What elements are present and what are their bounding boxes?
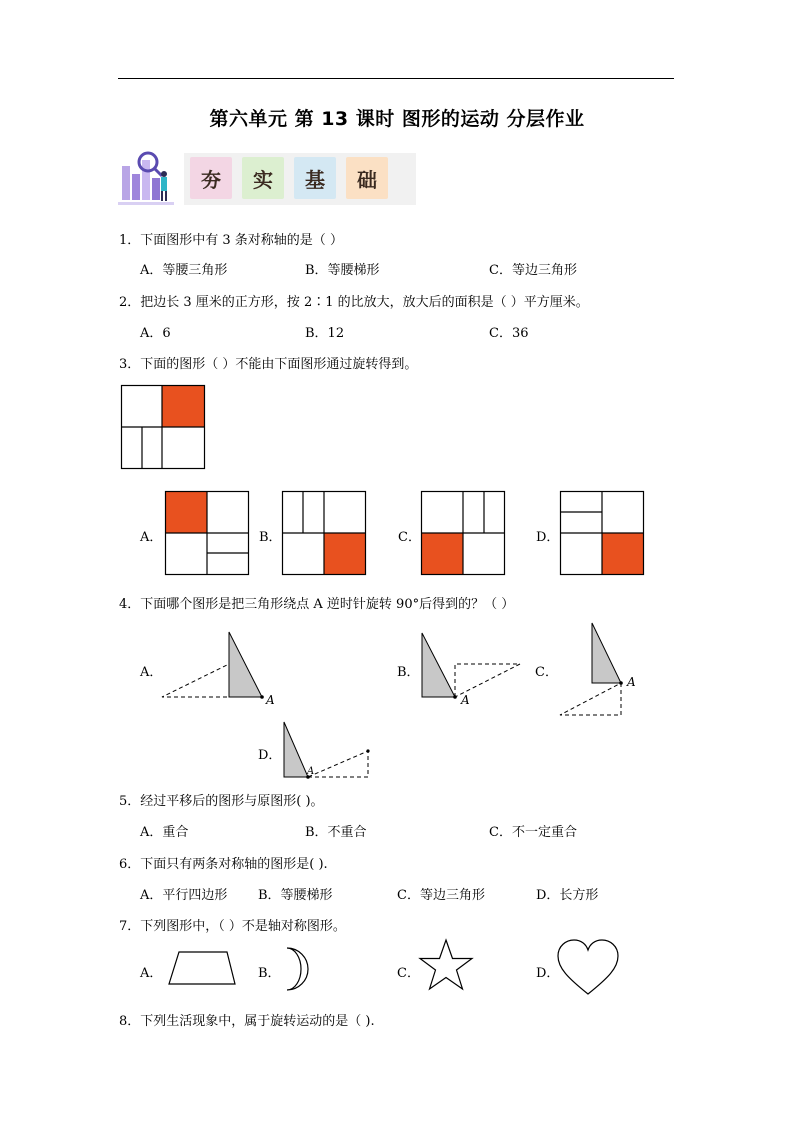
question-6-option-c[interactable]: C．等边三角形 — [397, 888, 485, 903]
question-7-parallelogram-figure[interactable] — [161, 950, 241, 990]
question-7-star-figure[interactable] — [419, 938, 479, 998]
question-3-option-a[interactable]: A． — [140, 530, 163, 545]
banner — [118, 148, 418, 208]
question-4-option-a[interactable]: A． — [140, 665, 163, 680]
question-7-option-a[interactable]: A． — [140, 966, 163, 981]
point-a-label: A — [307, 766, 315, 777]
question-4-option-b[interactable]: B． — [397, 665, 420, 680]
question-4-figure-c[interactable] — [556, 620, 646, 720]
question-6-option-d[interactable]: D．长方形 — [536, 888, 599, 903]
question-5-stem: 5．经过平移后的图形与原图形( )。 — [119, 794, 324, 809]
question-1-option-c[interactable]: C．等边三角形 — [489, 263, 577, 278]
question-6-stem: 6．下面只有两条对称轴的图形是( ). — [119, 857, 328, 872]
question-4-figure-a[interactable] — [160, 630, 280, 710]
question-3-option-d[interactable]: D． — [536, 530, 560, 545]
question-4-figure-d[interactable] — [282, 718, 382, 783]
banner-char-2: 实 — [242, 157, 284, 199]
banner-char-4: 础 — [346, 157, 388, 199]
question-3-option-b[interactable]: B． — [259, 530, 282, 545]
banner-illustration-icon — [118, 148, 178, 208]
question-7-heart-figure[interactable] — [556, 938, 622, 998]
question-1-stem: 1．下面图形中有 3 条对称轴的是（ ） — [119, 233, 343, 248]
question-4-option-c[interactable]: C． — [535, 665, 558, 680]
banner-char-1: 夯 — [190, 157, 232, 199]
question-4-stem: 4．下面哪个图形是把三角形绕点 A 逆时针旋转 90°后得到的？（ ） — [119, 597, 515, 612]
question-3-stem: 3．下面的图形（ ）不能由下面图形通过旋转得到。 — [119, 357, 418, 372]
question-3-figure-a[interactable] — [165, 491, 249, 575]
point-a-label: A — [627, 675, 636, 689]
question-6-option-b[interactable]: B．等腰梯形 — [258, 888, 333, 903]
question-3-figure-c[interactable] — [421, 491, 505, 575]
question-4-option-d[interactable]: D． — [258, 748, 282, 763]
question-7-option-b[interactable]: B． — [258, 966, 281, 981]
question-1-option-a[interactable]: A．等腰三角形 — [140, 263, 228, 278]
question-5-option-a[interactable]: A．重合 — [140, 825, 189, 840]
question-3-figure-d[interactable] — [560, 491, 644, 575]
point-a-label: A — [266, 693, 275, 707]
question-1-option-b[interactable]: B．等腰梯形 — [305, 263, 380, 278]
question-8-stem: 8．下列生活现象中，属于旋转运动的是（ ). — [119, 1014, 375, 1029]
question-7-stem: 7．下列图形中，（ ）不是轴对称图形。 — [119, 919, 346, 934]
question-3-original-figure — [121, 385, 205, 469]
question-5-option-c[interactable]: C．不一定重合 — [489, 825, 577, 840]
question-7-option-d[interactable]: D． — [536, 966, 560, 981]
question-5-option-b[interactable]: B．不重合 — [305, 825, 367, 840]
question-7-crescent-figure[interactable] — [281, 945, 321, 995]
page-title: 第六单元 第 13 课时 图形的运动 分层作业 — [209, 108, 585, 130]
question-3-option-c[interactable]: C． — [398, 530, 421, 545]
question-2-option-c[interactable]: C．36 — [489, 326, 529, 341]
question-7-option-c[interactable]: C． — [397, 966, 420, 981]
question-2-option-a[interactable]: A．6 — [140, 326, 171, 341]
question-6-option-a[interactable]: A．平行四边形 — [140, 888, 228, 903]
question-3-figure-b[interactable] — [282, 491, 366, 575]
point-a-label: A — [461, 693, 470, 707]
question-4-figure-b[interactable] — [419, 630, 539, 710]
banner-char-3: 基 — [294, 157, 336, 199]
header-rule — [118, 78, 674, 79]
question-2-stem: 2．把边长 3 厘米的正方形，按 2∶1 的比放大，放大后的面积是（ ）平方厘米。 — [119, 295, 589, 310]
question-2-option-b[interactable]: B．12 — [305, 326, 345, 341]
